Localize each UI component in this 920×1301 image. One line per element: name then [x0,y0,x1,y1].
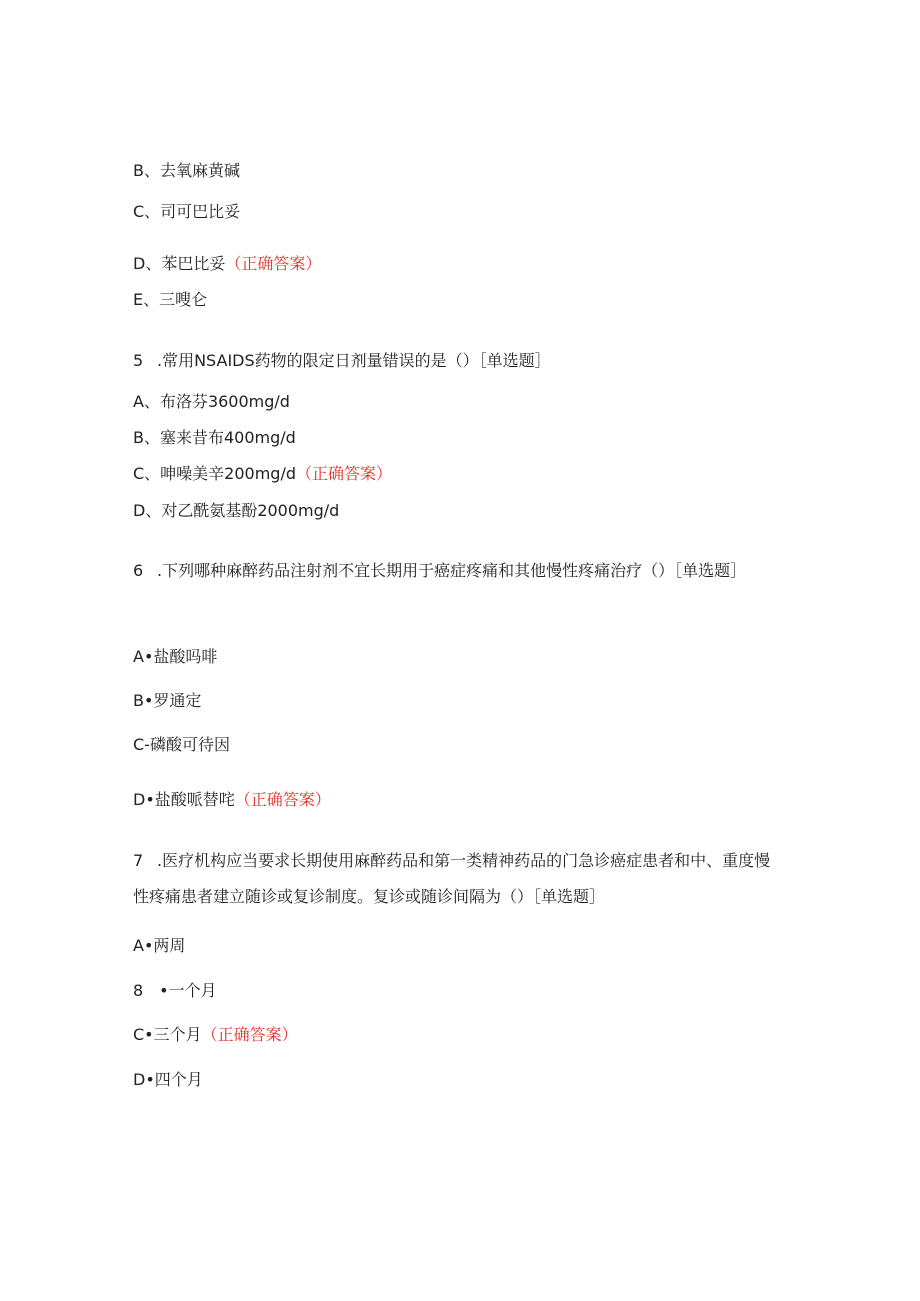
q6-option-b [133,691,201,711]
correct-answer-mark: （正确答案） [234,790,331,809]
question-number: 6 [133,561,144,580]
q6-option-d [133,790,331,810]
option-text: D、对乙酰氨基酚2000mg∕d [133,501,340,520]
option-b-prev [133,161,240,181]
option-text: C、司可巴比妥 [133,202,241,221]
option-text: A•两周 [133,936,186,955]
question-number: 7 [133,851,144,870]
option-d-prev [133,254,321,274]
q7-option-a [133,936,185,956]
option-text: D•盐酸哌替咤 [133,790,235,809]
option-e-prev [133,290,207,310]
question-7 [133,843,778,915]
option-text: 8 •一个月 [133,981,217,1000]
option-text: E、三嗖仑 [133,290,208,309]
question-text: .医疗机构应当要求长期使用麻醉药品和第一类精神药品的门急诊癌症患者和中、重度慢性疼痛患者建立随诊或复诊制度。复诊或随诊间隔为（）［单选题］ [133,851,771,906]
correct-answer-mark: （正确答案） [201,1025,298,1044]
question-number: 5 [133,351,144,370]
q7-option-b [133,981,217,1001]
option-text: C-磷酸可待因 [133,735,230,754]
option-text: D•四个月 [133,1070,203,1089]
q5-option-b [133,428,296,448]
q7-option-d [133,1070,203,1090]
option-text: D、苯巴比妥 [133,254,226,273]
option-text: A•盐酸吗啡 [133,647,218,666]
q6-option-a [133,647,217,667]
correct-answer-mark: （正确答案） [225,254,322,273]
option-text: B、去氧麻黄碱 [133,161,240,180]
option-text: A、布洛芬3600mg∕d [133,392,290,411]
option-text: B•罗通定 [133,691,202,710]
question-6 [133,553,778,589]
q5-option-d [133,501,339,521]
option-text: C•三个月 [133,1025,202,1044]
question-text: .下列哪种麻醉药品注射剂不宜长期用于癌症疼痛和其他慢性疼痛治疗（）［单选题］ [157,561,747,580]
option-text: C、呻噪美辛200mg∕d [133,464,297,483]
question-5 [133,343,778,379]
q7-option-c [133,1025,298,1045]
q5-option-c [133,464,392,484]
q6-option-c [133,735,230,755]
correct-answer-mark: （正确答案） [296,464,393,483]
q5-option-a [133,392,290,412]
option-c-prev [133,202,240,222]
option-text: B、塞来昔布400mg∕d [133,428,296,447]
question-text: .常用NSAIDS药物的限定日剂量错误的是（）［单选题］ [157,351,551,370]
